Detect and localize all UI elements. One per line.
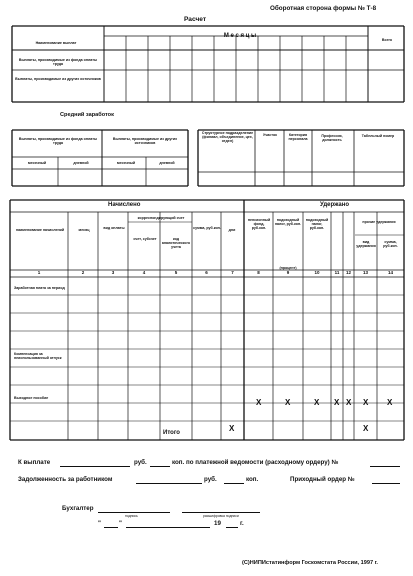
- category-header: Категория персонала: [288, 133, 308, 142]
- h-paytype: вид оплаты: [103, 226, 125, 230]
- mark-x: Х: [363, 424, 369, 433]
- mark-x: Х: [285, 398, 291, 407]
- h-corr: корреспондирующий счет: [137, 216, 185, 220]
- h-sub: счет, субсчет: [133, 237, 157, 241]
- kop2-label: коп.: [246, 476, 259, 483]
- calc-row-payroll: Выплаты, производимые из фонда оплаты труда: [18, 58, 98, 67]
- h-analytic: код аналитического учета: [161, 237, 191, 250]
- column-number: 13: [362, 270, 368, 275]
- month-line: [126, 527, 210, 528]
- column-number: 1: [37, 270, 41, 275]
- quote-open: ": [98, 520, 101, 527]
- row-compensation: Компенсация за неиспользованный отпуск: [14, 352, 62, 361]
- sign-line: [98, 512, 170, 513]
- mark-x: Х: [229, 424, 235, 433]
- h-pension: пенсионный фонд, руб.коп.: [247, 218, 271, 231]
- to-pay-line: [60, 466, 130, 467]
- avg-monthly-1: месячный: [27, 161, 47, 165]
- year-19: 19: [214, 520, 221, 527]
- mark-x: Х: [334, 398, 340, 407]
- debt-label: Задолженность за работником: [18, 476, 113, 483]
- h-other-code: вид удержания: [356, 240, 376, 249]
- mark-x: Х: [387, 398, 393, 407]
- deducted-header: Удержано: [320, 202, 350, 208]
- mark-x: Х: [256, 398, 262, 407]
- h-sum: сумма, руб.коп.: [193, 226, 221, 230]
- accrued-header: Начислено: [108, 202, 141, 208]
- column-number: 6: [205, 270, 208, 275]
- year-line: [226, 527, 238, 528]
- column-number: 12: [345, 270, 351, 275]
- avg-daily-1: дневной: [73, 161, 89, 165]
- column-number: 8: [257, 270, 260, 275]
- mark-x: Х: [346, 398, 352, 407]
- quote-close: ": [119, 520, 122, 527]
- sign-caption: подпись: [125, 514, 138, 518]
- column-number: 9: [286, 270, 290, 275]
- to-pay-label: К выплате: [18, 459, 51, 466]
- column-number: 2: [81, 270, 85, 275]
- h-month: месяц: [78, 228, 90, 232]
- day-line: [104, 527, 118, 528]
- rub-label: руб.: [134, 459, 147, 466]
- kop2-line: [224, 483, 244, 484]
- h-days: дни: [228, 228, 236, 232]
- h-other-sum: сумма, руб.коп.: [383, 240, 398, 249]
- total-header: Всего: [381, 38, 393, 42]
- tabnum-header: Табельный номер: [361, 134, 395, 138]
- column-number: 11: [334, 270, 340, 275]
- mark-x: Х: [314, 398, 320, 407]
- h-income-tax: подоходный налог, руб.коп.: [274, 218, 302, 227]
- avg-other: Выплаты, производимые из других источников: [112, 137, 178, 146]
- decode-caption: расшифровка подписи: [203, 514, 239, 518]
- decode-line: [182, 512, 260, 513]
- section-header: Участок: [262, 133, 278, 137]
- h-name: наименование начислений: [15, 228, 65, 232]
- copyright: (С)НИПИстатинформ Госкомстата России, 1997 г.: [242, 560, 378, 566]
- calc-name-header: Наименование выплат: [35, 41, 77, 45]
- kop-note: коп. по платежной ведомости (расходному ордеру) №: [172, 459, 339, 466]
- row-salary: Заработная плата за период: [14, 286, 65, 290]
- kop-line: [150, 466, 170, 467]
- column-number: 4: [142, 270, 146, 275]
- order-no-line: [370, 466, 400, 467]
- avg-monthly-2: месячный: [116, 161, 136, 165]
- receipt-label: Приходный ордер №: [290, 476, 355, 483]
- profession-header: Профессия, должность: [321, 134, 343, 143]
- calc-row-other: Выплаты, производимые из других источников: [15, 77, 101, 81]
- debt-line: [136, 483, 202, 484]
- column-number: 10: [314, 270, 320, 275]
- total-label: Итого: [163, 430, 180, 436]
- avg-payroll: Выплаты, производимые из фонда оплаты труда: [18, 137, 98, 146]
- h-other: прочие удержания: [362, 220, 396, 224]
- avg-daily-2: дневной: [159, 161, 175, 165]
- rub2-label: руб.: [204, 476, 217, 483]
- column-number: 7: [231, 270, 234, 275]
- accountant-label: Бухгалтер: [62, 505, 94, 512]
- column-number: 3: [111, 270, 115, 275]
- column-number: 14: [387, 270, 393, 275]
- form-back-label: Оборотная сторона формы № Т-8: [270, 5, 377, 12]
- months-header: М е с я ц ы: [223, 33, 257, 39]
- mark-x: Х: [363, 398, 369, 407]
- receipt-line: [372, 483, 400, 484]
- year-g: г.: [240, 520, 244, 527]
- h-income-sub: (процент): [279, 266, 297, 270]
- avg-title: Средний заработок: [60, 112, 114, 118]
- column-number: 5: [174, 270, 178, 275]
- calc-title: Расчет: [184, 16, 207, 23]
- structural-unit: Структурное подразделение (филиал, объединение, цех, отдел): [201, 131, 254, 144]
- row-severance: Выходное пособие: [14, 396, 49, 400]
- h-tax2: подоходный налог, руб.коп.: [305, 218, 329, 231]
